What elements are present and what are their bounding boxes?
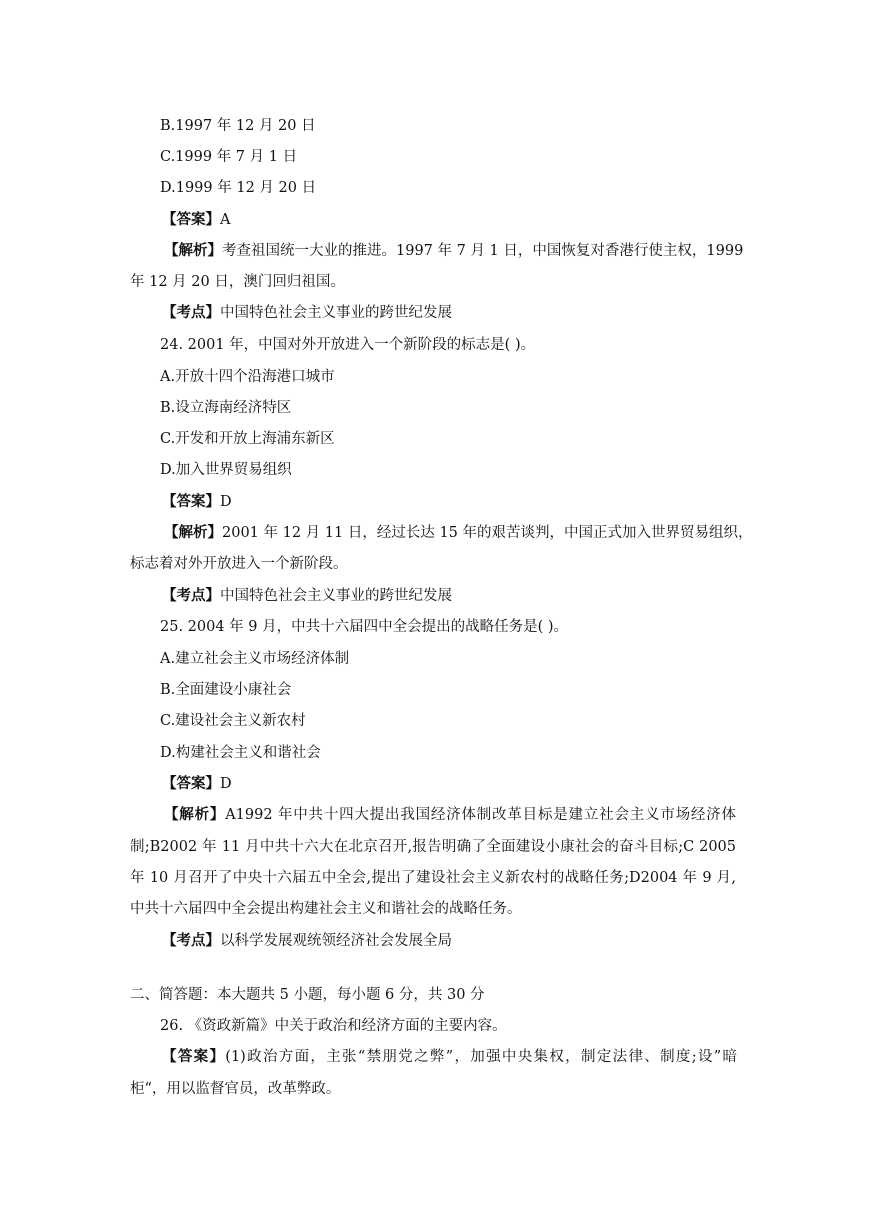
point-tag: 【考点】 xyxy=(162,587,220,604)
q26-answer-line-2: 柜“，用以监督官员，改革弊政。 xyxy=(130,1081,341,1097)
q25-analysis-line-3: 年 10 月召开了中央十六届五中全会,提出了建设社会主义新农村的战略任务;D2004 年 9 月, xyxy=(130,870,736,886)
answer-value: A xyxy=(220,212,231,228)
q24-option-c: C.开发和开放上海浦东新区 xyxy=(160,431,335,447)
answer-tag: 【答案】 xyxy=(162,1048,226,1065)
q25-option-b: B.全面建设小康社会 xyxy=(160,682,292,698)
q25-option-d: D.构建社会主义和谐社会 xyxy=(160,745,321,761)
q25-question: 25. 2004 年 9 月，中共十六届四中全会提出的战略任务是( )。 xyxy=(160,619,569,635)
answer-tag: 【答案】 xyxy=(162,493,220,510)
q26-question: 26. 《资政新篇》中关于政治和经济方面的主要内容。 xyxy=(160,1018,507,1034)
q26-answer-line-1 xyxy=(162,1047,737,1067)
q25-analysis-line-1 xyxy=(164,805,736,825)
point-text: 中国特色社会主义事业的跨世纪发展 xyxy=(220,305,452,321)
q23-point xyxy=(162,303,452,323)
q25-answer xyxy=(162,774,232,794)
q25-analysis-line-2: 制;B2002 年 11 月中共十六大在北京召开,报告明确了全面建设小康社会的奋斗目标;C 2005 xyxy=(130,839,736,855)
q24-option-d: D.加入世界贸易组织 xyxy=(160,462,292,478)
analysis-text: 考查祖国统一大业的推进。1997 年 7 月 1 日，中国恢复对香港行使主权，1999 xyxy=(222,243,744,259)
point-tag: 【考点】 xyxy=(162,932,220,949)
q24-option-b: B.设立海南经济特区 xyxy=(160,400,292,416)
point-text: 中国特色社会主义事业的跨世纪发展 xyxy=(220,588,452,604)
q23-answer xyxy=(162,210,230,230)
analysis-tag: 【解析】 xyxy=(164,242,222,259)
q25-point xyxy=(162,931,452,951)
q24-option-a: A.开放十四个沿海港口城市 xyxy=(160,369,335,385)
q24-analysis-line-1 xyxy=(164,523,753,543)
answer-value: D xyxy=(220,494,232,510)
answer-tag: 【答案】 xyxy=(162,211,220,228)
q23-option-d: D.1999 年 12 月 20 日 xyxy=(160,180,317,196)
q23-option-b: B.1997 年 12 月 20 日 xyxy=(160,118,316,134)
q24-answer xyxy=(162,492,232,512)
analysis-tag: 【解析】 xyxy=(164,524,222,541)
q23-option-c: C.1999 年 7 月 1 日 xyxy=(160,149,298,165)
analysis-tag: 【解析】 xyxy=(164,806,226,823)
point-text: 以科学发展观统领经济社会发展全局 xyxy=(220,933,452,949)
section-heading: 二、简答题：本大题共 5 小题，每小题 6 分，共 30 分 xyxy=(130,987,485,1003)
q25-analysis-line-4: 中共十六届四中全会提出构建社会主义和谐社会的战略任务。 xyxy=(130,901,522,917)
q24-point xyxy=(162,586,452,606)
q25-option-a: A.建立社会主义市场经济体制 xyxy=(160,651,350,667)
answer-value: D xyxy=(220,776,232,792)
point-tag: 【考点】 xyxy=(162,304,220,321)
q24-analysis-line-2: 标志着对外开放进入一个新阶段。 xyxy=(130,556,348,572)
analysis-text: A1992 年中共十四大提出我国经济体制改革目标是建立社会主义市场经济体 xyxy=(225,807,737,823)
q25-option-c: C.建设社会主义新农村 xyxy=(160,713,306,729)
q23-analysis-line-1 xyxy=(164,241,744,261)
answer-tag: 【答案】 xyxy=(162,775,220,792)
answer-text: (1)政治方面，主张“禁朋党之弊”，加强中央集权，制定法律、制度;设”暗 xyxy=(225,1049,737,1065)
q23-analysis-line-2: 年 12 月 20 日，澳门回归祖国。 xyxy=(130,274,345,290)
analysis-text: 2001 年 12 月 11 日，经过长达 15 年的艰苦谈判，中国正式加入世界贸易组织， xyxy=(222,525,753,541)
q24-question: 24. 2001 年，中国对外开放进入一个新阶段的标志是( )。 xyxy=(160,337,536,353)
